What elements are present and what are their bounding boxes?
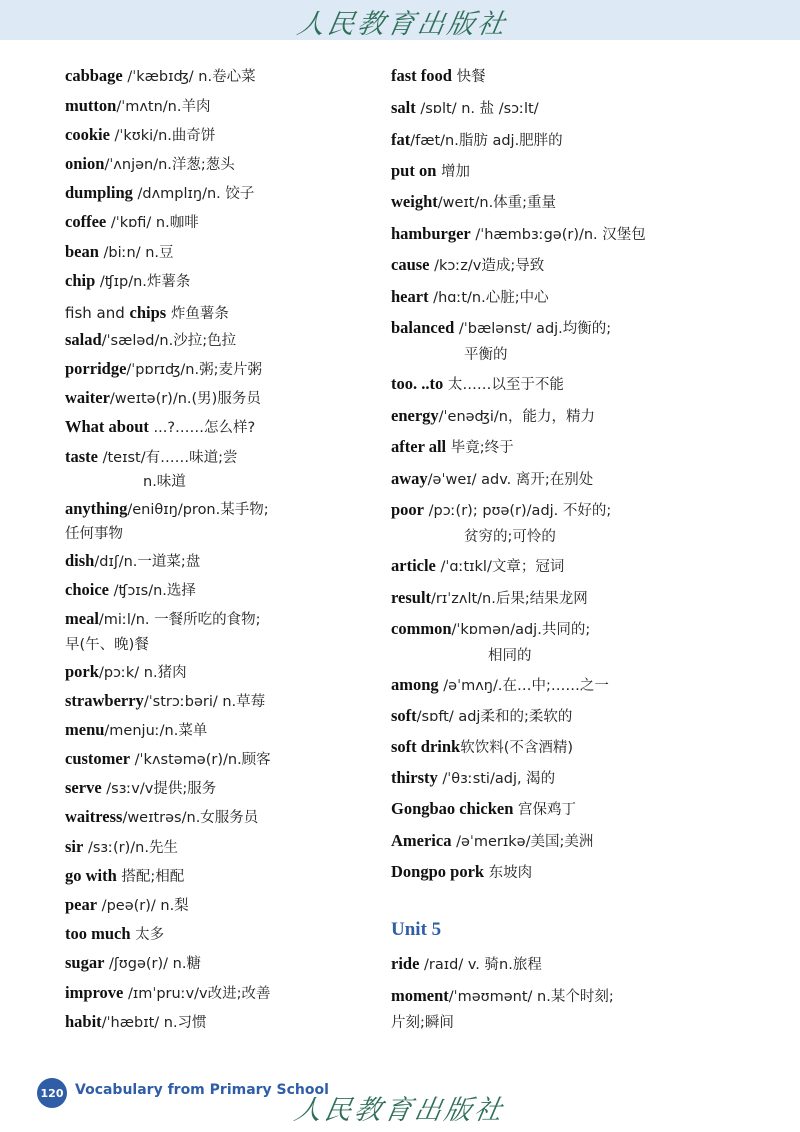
footer-publisher-logo: 人民教育出版社 [291, 1095, 508, 1126]
vocab-word: pork [65, 662, 99, 681]
vocab-definition: /ˈenəʤi/n，能力，精力 [438, 409, 595, 425]
vocab-definition: 快餐 [451, 69, 486, 85]
vocab-word: meal [65, 609, 99, 628]
vocab-definition: /ʃʊgə(r)/ n.糖 [104, 956, 201, 972]
vocab-definition: 搭配;相配 [116, 869, 185, 885]
vocab-entry [391, 96, 711, 121]
vocab-definition: /weɪtə(r)/n.(男)服务员 [109, 391, 261, 407]
vocab-word: choice [65, 580, 109, 599]
vocab-entry [391, 984, 711, 1009]
vocab-entry [65, 301, 365, 326]
vocab-entry [65, 64, 365, 89]
vocab-word: moment [391, 986, 449, 1005]
vocab-entry [65, 181, 365, 206]
vocab-entry [391, 285, 711, 310]
vocab-definition: /sɒft/ adj柔和的;柔软的 [416, 709, 573, 725]
vocab-word: away [391, 469, 428, 488]
vocab-word: waitress [65, 807, 123, 826]
vocab-definition: /əˈmerɪkə/美国;美洲 [451, 834, 594, 850]
vocab-definition: /ˈkɒfi/ n.咖啡 [106, 215, 199, 231]
vocab-definition: /biːn/ n.豆 [98, 245, 174, 261]
vocab-definition: /ˈkʌstəmə(r)/n.顾客 [130, 752, 271, 768]
vocab-definition: 毕竟;终于 [446, 440, 514, 456]
vocab-word: coffee [65, 212, 107, 231]
vocab-word: go with [65, 866, 117, 885]
vocab-entry [391, 404, 711, 429]
vocab-definition-continued: 平衡的 [464, 347, 508, 363]
vocab-entry [65, 497, 365, 522]
vocab-entry [65, 951, 365, 976]
vocab-definition: 太多 [130, 927, 165, 943]
vocab-definition: /ˈθɜːsti/adj, 渴的 [437, 771, 556, 787]
vocab-entry [391, 128, 711, 153]
vocab-entry [65, 269, 365, 294]
vocab-entry [65, 328, 365, 353]
vocab-word: taste [65, 447, 98, 466]
vocab-definition: /fæt/n.脂肪 adj.肥胖的 [410, 133, 563, 149]
vocab-entry [65, 805, 365, 830]
vocab-entry [65, 718, 365, 743]
vocab-entry [65, 445, 365, 470]
vocab-entry [65, 893, 365, 918]
vocab-word: menu [65, 720, 105, 739]
vocab-word: cause [391, 255, 430, 274]
vocab-definition-continued: 任何事物 [65, 526, 123, 542]
vocab-entry [65, 776, 365, 801]
vocab-word: Dongpo pork [391, 862, 485, 881]
vocab-entry [391, 586, 711, 611]
vocab-definition: /sɒlt/ n. 盐 /sɔːlt/ [415, 101, 539, 117]
vocab-definition: /menjuː/n.菜单 [104, 723, 208, 739]
vocab-entry [65, 689, 365, 714]
vocab-word: bean [65, 242, 99, 261]
vocab-word: after all [391, 437, 447, 456]
vocab-word: ride [391, 954, 420, 973]
vocab-definition: /ʧɪp/n.炸薯条 [95, 274, 191, 290]
vocab-entry [391, 159, 711, 184]
vocab-definition: /ɪmˈpruːv/v改进;改善 [123, 986, 271, 1002]
vocab-word: cookie [65, 125, 110, 144]
vocab-word: among [391, 675, 439, 694]
vocab-definition: /miːl/n. 一餐所吃的食物; [98, 612, 261, 628]
vocab-entry [391, 860, 711, 885]
vocab-entry [391, 735, 711, 760]
vocab-word: sir [65, 837, 84, 856]
vocab-definition-continued: 相同的 [488, 648, 532, 664]
vocab-definition-continued: 贫穷的;可怜的 [464, 529, 556, 545]
vocab-definition: /peə(r)/ n.梨 [97, 898, 189, 914]
vocab-entry [65, 357, 365, 382]
vocab-definition: /dɪʃ/n.一道菜;盘 [94, 554, 201, 570]
vocab-definition: /teɪst/有……味道;尝 [97, 450, 238, 466]
vocab-entry [65, 94, 365, 119]
vocab-word: onion [65, 154, 105, 173]
vocab-word: common [391, 619, 452, 638]
vocab-definition: /sɜːv/v提供;服务 [101, 781, 217, 797]
vocab-definition: /ˈɑːtɪkl/文章；冠词 [435, 559, 565, 575]
vocab-word: improve [65, 983, 124, 1002]
vocab-definition: 软饮料(不含酒精) [460, 740, 574, 756]
vocab-word: dumpling [65, 183, 133, 202]
header-band [0, 0, 800, 40]
vocab-definition: /raɪd/ v. 骑n.旅程 [419, 957, 542, 973]
vocab-entry [391, 766, 711, 791]
vocab-entry [65, 981, 365, 1006]
vocab-word: hamburger [391, 224, 471, 243]
vocab-entry [391, 190, 711, 215]
vocab-word: anything [65, 499, 128, 518]
vocab-word: soft drink [391, 737, 461, 756]
vocab-entry [391, 467, 711, 492]
vocab-definition: 增加 [436, 164, 471, 180]
vocab-word: chips [129, 303, 167, 322]
vocab-word: too much [65, 924, 131, 943]
vocab-word: result [391, 588, 432, 607]
vocab-definition: ...?……怎么样? [148, 420, 256, 436]
vocab-entry [65, 747, 365, 772]
vocab-entry [65, 578, 365, 603]
vocab-word: Gongbao chicken [391, 799, 514, 818]
vocab-entry [65, 660, 365, 685]
vocab-entry [391, 253, 711, 278]
vocab-definition: /ˈhæmbɜːgə(r)/n. 汉堡包 [470, 227, 646, 243]
vocab-definition: /weɪtrəs/n.女服务员 [122, 810, 259, 826]
vocab-word: sugar [65, 953, 105, 972]
vocab-entry [391, 704, 711, 729]
vocab-entry [65, 386, 365, 411]
vocab-definition: /ˈbælənst/ adj.均衡的; [454, 321, 612, 337]
vocab-entry [391, 617, 711, 642]
vocab-definition: /rɪˈzʌlt/n.后果;结果龙网 [431, 591, 588, 607]
vocab-entry [391, 829, 711, 854]
vocab-entry [391, 222, 711, 247]
vocab-definition: /kɔːz/v造成;导致 [429, 258, 545, 274]
vocab-definition: /weɪt/n.体重;重量 [437, 195, 557, 211]
vocab-entry [65, 1010, 365, 1035]
vocab-entry [391, 64, 711, 89]
vocab-word: balanced [391, 318, 455, 337]
vocab-definition: /sɜː(r)/n.先生 [83, 840, 178, 856]
vocab-word: serve [65, 778, 102, 797]
vocab-definition-continued: n.味道 [143, 474, 186, 490]
vocab-entry [65, 607, 365, 632]
publisher-logo: 人民教育出版社 [294, 9, 511, 40]
vocab-word: too. ..to [391, 374, 444, 393]
vocab-word: salad [65, 330, 102, 349]
vocab-word: waiter [65, 388, 110, 407]
vocab-word: pear [65, 895, 98, 914]
vocab-word: put on [391, 161, 437, 180]
vocab-word: dish [65, 551, 95, 570]
vocab-word: customer [65, 749, 131, 768]
vocab-word: heart [391, 287, 429, 306]
vocab-word: porridge [65, 359, 127, 378]
vocab-word: poor [391, 500, 424, 519]
vocab-prefix: fish and [65, 304, 130, 322]
vocab-entry [65, 922, 365, 947]
vocab-entry [391, 554, 711, 579]
vocab-entry [65, 415, 365, 440]
vocab-entry [65, 123, 365, 148]
vocab-word: fat [391, 130, 411, 149]
vocab-entry [391, 316, 711, 341]
vocab-entry [391, 797, 711, 822]
vocab-entry [65, 152, 365, 177]
vocab-word: fast food [391, 66, 452, 85]
vocab-word: What about [65, 417, 149, 436]
vocab-definition: /dʌmplɪŋ/n. 饺子 [132, 186, 255, 202]
vocab-definition: /eniθɪŋ/pron.某手物; [127, 502, 269, 518]
vocab-definition: /hɑːt/n.心脏;中心 [428, 290, 549, 306]
vocab-word: America [391, 831, 452, 850]
vocab-entry [65, 835, 365, 860]
vocab-entry [391, 372, 711, 397]
vocab-word: thirsty [391, 768, 438, 787]
vocab-definition: /ˈhæbɪt/ n.习惯 [101, 1015, 207, 1031]
vocab-definition: 宫保鸡丁 [513, 802, 577, 818]
vocab-word: weight [391, 192, 438, 211]
vocab-entry [391, 435, 711, 460]
vocab-entry [65, 210, 365, 235]
vocab-word: article [391, 556, 436, 575]
vocab-definition: 炸鱼薯条 [166, 306, 229, 322]
footer-section-title: Vocabulary from Primary School [75, 1082, 329, 1098]
vocab-definition: /ˈkʊki/n.曲奇饼 [109, 128, 216, 144]
vocab-word: habit [65, 1012, 102, 1031]
vocab-entry [391, 498, 711, 523]
vocab-definition: /ˈkæbɪʤ/ n.卷心菜 [122, 69, 256, 85]
vocab-definition: /ˈkɒmən/adj.共同的; [451, 622, 591, 638]
vocab-definition: /ʧɔɪs/n.选择 [108, 583, 196, 599]
vocab-definition: /ˈpɒrɪʤ/n.粥;麦片粥 [126, 362, 262, 378]
vocab-definition: /əˈmʌŋ/.在…中;……之一 [438, 678, 609, 694]
vocab-definition: /ˈmʌtn/n.羊肉 [116, 99, 211, 115]
page-number-badge: 120 [37, 1078, 67, 1108]
unit-heading: Unit 5 [391, 919, 442, 940]
vocab-word: soft [391, 706, 417, 725]
vocab-definition: /pɔːk/ n.猪肉 [98, 665, 187, 681]
vocab-entry [391, 673, 711, 698]
vocab-definition: 太……以至于不能 [443, 377, 564, 393]
vocab-definition-continued: 片刻;瞬间 [391, 1015, 454, 1031]
vocab-definition: /ˈʌnjən/n.洋葱;葱头 [104, 157, 235, 173]
vocab-definition-continued: 早(午、晚)餐 [65, 637, 149, 653]
vocab-definition: /pɔː(r); pʊə(r)/adj. 不好的; [424, 503, 612, 519]
vocab-entry [65, 864, 365, 889]
vocab-word: strawberry [65, 691, 144, 710]
vocab-entry [391, 952, 711, 977]
vocab-word: chip [65, 271, 96, 290]
vocab-definition: /ˈstrɔːbəri/ n.草莓 [143, 694, 266, 710]
vocab-definition: 东坡肉 [484, 865, 533, 881]
vocab-word: salt [391, 98, 416, 117]
vocab-definition: /ˈsæləd/n.沙拉;色拉 [101, 333, 237, 349]
vocab-entry [65, 240, 365, 265]
vocab-word: energy [391, 406, 439, 425]
vocab-definition: /əˈweɪ/ adv. 离开;在别处 [427, 472, 594, 488]
vocab-word: mutton [65, 96, 117, 115]
vocab-definition: /ˈməʊmənt/ n.某个时刻; [448, 989, 614, 1005]
vocab-entry [65, 549, 365, 574]
vocab-word: cabbage [65, 66, 123, 85]
